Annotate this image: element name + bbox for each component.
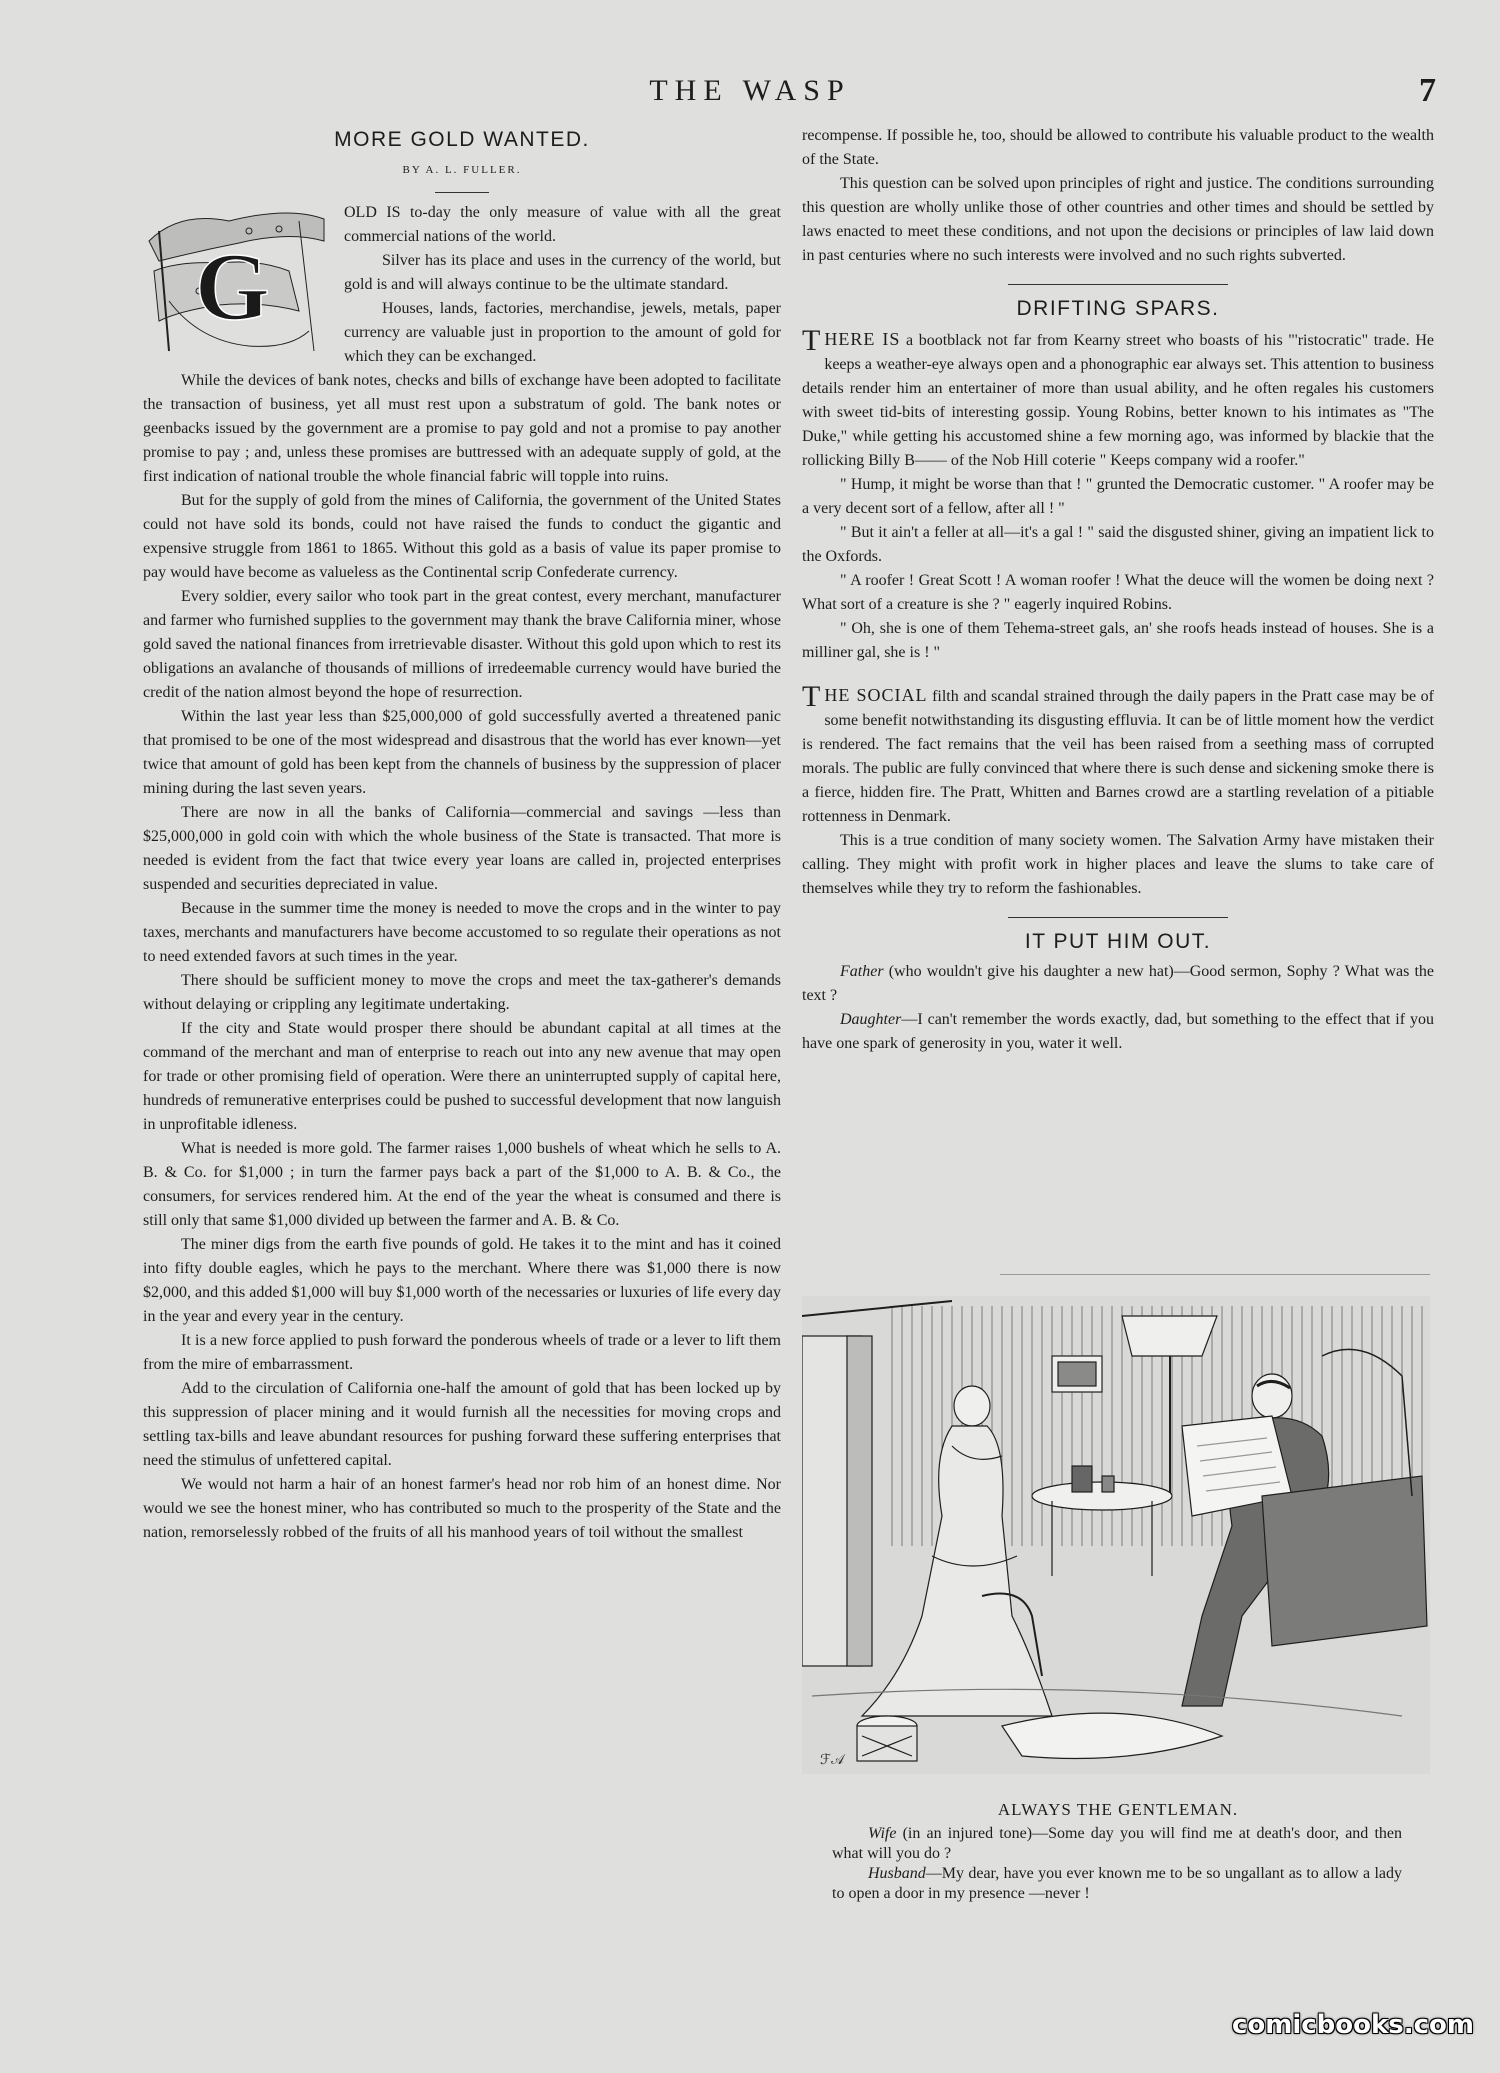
paragraph: This is a true condition of many society women. The Salvation Army have mistaken their calling. They might with profit work in higher places and leave the slums to take care of themselves while they try to reform the fashionables. (802, 832, 1434, 897)
byline: BY A. L. FULLER. (402, 164, 522, 176)
section-rule (1008, 284, 1228, 285)
paragraph: The miner digs from the earth five pounds of gold. He takes it to the mint and has it coined into fifty double eagles, which he pays to the merchant. Where there was $1,000 there is now $2,000, and this added $1,000 will buy $1,000 worth of the necessaries or luxuries of life every day in the year and every year in the century. (143, 1236, 781, 1325)
paragraph: " A roofer ! Great Scott ! A woman roofer ! What the deuce will the women be doing next ? What sort of a creature is she ? " eagerly inquired Robins. (802, 572, 1434, 613)
byline-rule (435, 192, 489, 193)
dialogue-text: —I can't remember the words exactly, dad, but something to the effect that if you have one spark of generosity in you, water it well. (802, 1011, 1434, 1052)
right-column (802, 124, 1434, 1056)
initial-cap: T (802, 680, 821, 713)
paragraph: If the city and State would prosper there should be abundant capital at all times at the command of the merchant and man of enterprise to reach out into any new avenue that may open for trade or other promising field of operation. Were there an uninterrupted supply of capital here, hundreds of remunerative enterprises could be pushed to successful development that now languish in unprofitable idleness. (143, 1020, 781, 1133)
masthead: THE WASP (649, 74, 851, 107)
paragraph-body: a bootblack not far from Kearny street who boasts of his "'ristocratic" trade. He keeps a weather-eye always open and a phonographic ear always set. This attention to business details render him an entertainer of more than usual ability, and he often regales his customers with sweet tid-bits of interesting gossip. Young Robins, better known to his intimates as "The Duke," while getting his accustomed shine a few morning ago, was informed by blackie that the rollicking Billy B—— of the Nob Hill coterie " Keeps company wid a roofer." (802, 332, 1435, 469)
paragraph: What is needed is more gold. The farmer raises 1,000 bushels of wheat which he sells to A. B. & Co. for $1,000 ; in turn the farmer pays back a part of the $1,000 to A. B. & Co., the consumers, for services rendered him. At the end of the year the wheat is consumed and there is still only that same $1,000 divided up between the farmer and A. B. & Co. (143, 1140, 781, 1229)
caption-line (832, 1824, 1402, 1864)
article-title-out: IT PUT HIM OUT. (1024, 930, 1212, 953)
paragraph-body: filth and scandal strained through the daily papers in the Pratt case may be of some benefit notwithstanding its disgusting effluvia. It can be of little moment how the verdict is rendered. The fact remains that the veil has been raised from a seething mass of corrupted morals. The public are fully convinced that where there is such dense and sickening smoke there is a fierce, hidden fire. The Pratt, Whitten and Barnes crowd are a startling revelation of a pitiable rottenness in Denmark. (802, 688, 1434, 825)
paragraph: " Hump, it might be worse than that ! " grunted the Democratic customer. " A roofer may be a very decent sort of a fellow, after all ! " (802, 476, 1434, 517)
speaker-label: Wife (868, 1825, 897, 1842)
paragraph: It is a new force applied to push forward the ponderous wheels of trade or a lever to lift them from the mire of embarrassment. (143, 1332, 781, 1373)
paragraph: Every soldier, every sailor who took part in the great contest, every merchant, manufacturer and farmer who furnished supplies to the government may thank the brave California miner, whose gold saved the national finances from irretrievable disaster. Without this gold upon which to rest its obligations an avalanche of thousands of millions of irredeemable currency would have buried the credit of the nation almost beyond the hope of resurrection. (143, 588, 781, 701)
paragraph: Within the last year less than $25,000,000 of gold successfully averted a threatened panic that promised to be one of the most widespread and disastrous that the world has ever known—yet twice that amount of gold has been kept from the channels of business by the suppression of placer mining during the last seven years. (143, 708, 781, 797)
article-title-spars: DRIFTING SPARS. (1016, 297, 1220, 320)
section-rule (1008, 917, 1228, 918)
paragraph: OLD IS to-day the only measure of value with all the great commercial nations of the world. (344, 204, 781, 245)
paragraph: Houses, lands, factories, merchandise, jewels, metals, paper currency are valuable just in proportion to the amount of gold for which they can be exchanged. (344, 300, 781, 365)
lead-in: HERE IS (824, 329, 901, 349)
article-title-gold: MORE GOLD WANTED. (334, 128, 590, 151)
paragraph: This question can be solved upon principles of right and justice. The conditions surrounding this question are wholly unlike those of other countries and other times and should be settled by laws enacted to meet these conditions, and not upon the decisions or principles of law laid down in past centuries where no such interests were involved and no such rights subverted. (802, 175, 1434, 264)
paragraph: There should be sufficient money to move the crops and meet the tax-gatherer's demands without delaying or crippling any legitimate undertaking. (143, 972, 781, 1013)
paragraph (802, 324, 1435, 473)
artist-signature: ℱ𝒜 (820, 1753, 845, 1768)
page-number: 7 (1419, 72, 1436, 109)
dialogue-text: —My dear, have you ever known me to be so ungallant as to allow a lady to open a door in my presence —never ! (832, 1865, 1402, 1902)
page-header (0, 74, 1500, 114)
initial-cap: T (802, 324, 821, 357)
divider-line (1000, 1274, 1430, 1275)
speaker-label: Husband (868, 1865, 926, 1882)
ornamental-dropcap-g (139, 201, 334, 353)
dialogue-text: (in an injured tone)—Some day you will find me at death's door, and then what will you do ? (832, 1825, 1403, 1862)
paragraph: recompense. If possible he, too, should be allowed to contribute his valuable product to the wealth of the State. (802, 127, 1434, 168)
paragraph (802, 960, 1434, 1008)
site-watermark: comicbooks.com (1231, 2010, 1474, 2040)
paragraph: Because in the summer time the money is needed to move the crops and in the winter to pay taxes, merchants and manufacturers have become accustomed to so regulate their operations as not to need extended favors at such times in the year. (143, 900, 781, 965)
paragraph: While the devices of bank notes, checks and bills of exchange have been adopted to facilitate the transaction of business, yet all must rest upon a substratum of gold. The bank notes or geenbacks issued by the government are a promise to pay gold and not a promise to pay another promise to pay ; and, unless these promises are buttressed with an adequate supply of gold, at the first indication of national trouble the whole financial fabric will topple into ruins. (143, 372, 781, 485)
paragraph: We would not harm a hair of an honest farmer's head nor rob him of an honest dime. Nor would we see the honest miner, who has contributed so much to the prosperity of the State and the nation, remorselessly robbed of the fruits of all his manhood years of toil without the smallest (143, 1476, 781, 1541)
paragraph: But for the supply of gold from the mines of California, the government of the United States could not have sold its bonds, could not have raised the funds to conduct the gigantic and expensive struggle from 1861 to 1865. Without this gold as a basis of value its paper promise to pay would have become as valueless as the Continental scrip Confederate currency. (143, 492, 781, 581)
parlor-scene-drawing (802, 1296, 1430, 1774)
paragraph (802, 680, 1434, 829)
paragraph: " Oh, she is one of them Tehema-street gals, an' she roofs heads instead of houses. She is a milliner gal, she is ! " (802, 620, 1434, 661)
caption-line (832, 1864, 1402, 1904)
lead-in: HE SOCIAL (824, 685, 928, 705)
paragraph: There are now in all the banks of California—commercial and savings —less than $25,000,000 in gold coin with which the whole business of the State is transacted. That more is needed is evident from the fact that twice every year loans are called in, projected enterprises suspended and securities depreciated in value. (143, 804, 781, 893)
dialogue-text: (who wouldn't give his daughter a new hat)—Good sermon, Sophy ? What was the text ? (802, 963, 1434, 1004)
paragraph: Add to the circulation of California one-half the amount of gold that has been locked up by this suppression of placer mining and it would furnish all the necessities for moving crops and settling tax-bills and leave abundant resources for pushing forward these suffering enterprises that need the stimulus of unfettered capital. (143, 1380, 781, 1469)
paragraph (802, 1008, 1434, 1056)
cartoon-caption (832, 1824, 1402, 1904)
left-column (143, 124, 781, 1545)
speaker-label: Father (840, 963, 884, 980)
dropcap-illustration (139, 201, 334, 353)
speaker-label: Daughter (840, 1011, 902, 1028)
cartoon-illustration (802, 1296, 1430, 1774)
paragraph: " But it ain't a feller at all—it's a gal ! " said the disgusted shiner, giving an impatient lick to the Oxfords. (802, 524, 1434, 565)
dropcap-letter: G (195, 233, 270, 340)
cartoon-title: ALWAYS THE GENTLEMAN. (997, 1800, 1239, 1819)
paragraph: Silver has its place and uses in the currency of the world, but gold is and will always continue to be the ultimate standard. (344, 252, 781, 293)
